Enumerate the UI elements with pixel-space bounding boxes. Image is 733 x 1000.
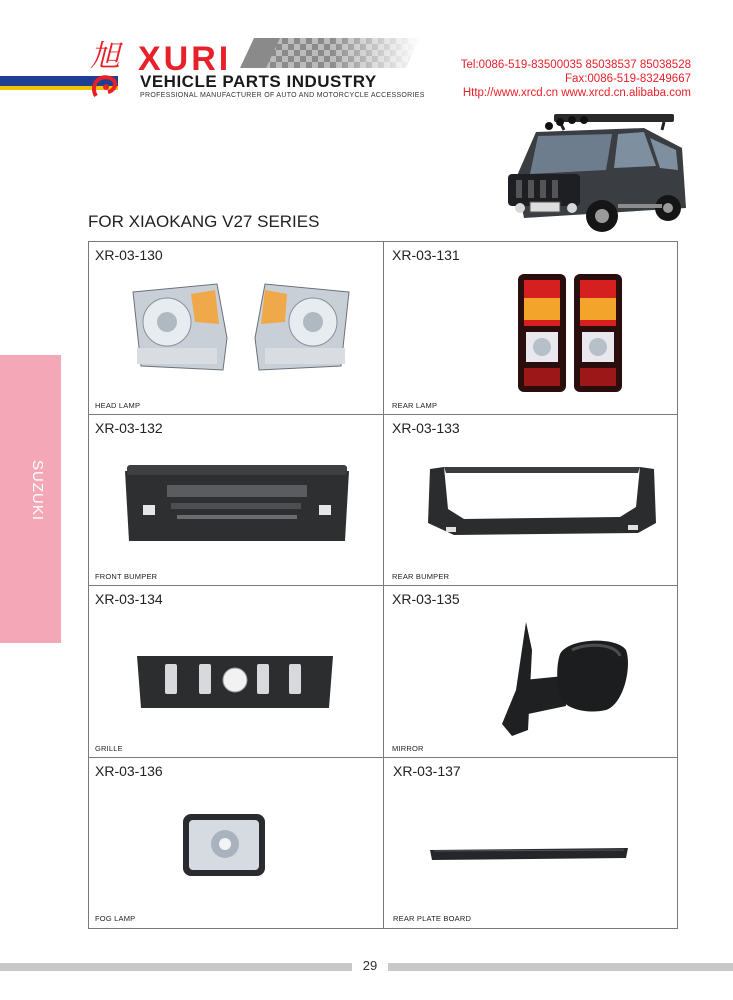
part-code: XR-03-132 xyxy=(95,420,163,436)
part-code: XR-03-135 xyxy=(392,591,460,607)
rear-lamp-image xyxy=(516,272,628,394)
brand-name: XURI xyxy=(138,40,232,78)
product-cell-front-bumper[interactable] xyxy=(89,415,383,585)
product-cell-rear-bumper[interactable] xyxy=(384,415,679,585)
rear-bumper-image xyxy=(424,463,660,543)
part-name: FOG LAMP xyxy=(95,914,136,923)
part-name: FRONT BUMPER xyxy=(95,572,158,581)
xuri-logo-icon xyxy=(88,38,136,100)
checker-flag-decoration xyxy=(240,38,420,68)
front-bumper-image xyxy=(119,461,355,549)
contact-tel: Tel:0086-519-83500035 85038537 85038528 xyxy=(460,59,691,71)
series-title: FOR XIAOKANG V27 SERIES xyxy=(88,212,320,231)
footer-bar-right xyxy=(388,963,733,971)
page-number: 29 xyxy=(362,958,378,973)
grille-image xyxy=(133,650,337,714)
part-name: REAR BUMPER xyxy=(392,572,450,581)
mirror-image xyxy=(498,620,634,740)
part-name: HEAD LAMP xyxy=(95,401,141,410)
part-name: REAR PLATE BOARD xyxy=(393,914,472,923)
product-cell-grille[interactable] xyxy=(89,586,383,757)
product-cell-fog-lamp[interactable] xyxy=(89,758,383,930)
part-code: XR-03-134 xyxy=(95,591,163,607)
product-cell-rear-plate-board[interactable] xyxy=(384,758,679,930)
part-name: GRILLE xyxy=(95,744,123,753)
product-cell-rear-lamp[interactable] xyxy=(384,242,679,414)
head-lamp-image xyxy=(127,278,355,374)
product-cell-mirror[interactable] xyxy=(384,586,679,757)
contact-fax: Fax:0086-519-83249667 xyxy=(565,73,691,85)
fog-lamp-image xyxy=(181,812,267,878)
part-code: XR-03-130 xyxy=(95,247,163,263)
company-name: VEHICLE PARTS INDUSTRY xyxy=(140,72,377,91)
part-code: XR-03-136 xyxy=(95,763,163,779)
contact-block xyxy=(461,58,691,100)
brand-side-tab-label: SUZUKI xyxy=(29,460,46,522)
part-code: XR-03-137 xyxy=(393,763,461,779)
part-name: REAR LAMP xyxy=(392,401,438,410)
product-grid xyxy=(88,241,678,929)
company-tagline: PROFESSIONAL MANUFACTURER OF AUTO AND MOTORCYCLE ACCESSORIES xyxy=(140,92,425,99)
brand-chinese-char: 旭 xyxy=(90,39,120,74)
contact-web: Http://www.xrcd.cn www.xrcd.cn.alibaba.com xyxy=(462,87,691,99)
part-code: XR-03-133 xyxy=(392,420,460,436)
part-code: XR-03-131 xyxy=(392,247,460,263)
product-cell-head-lamp[interactable] xyxy=(89,242,383,414)
footer-bar-left xyxy=(0,963,352,971)
rear-plate-board-image xyxy=(428,844,630,862)
part-name: MIRROR xyxy=(392,744,424,753)
van-photo xyxy=(494,108,690,238)
